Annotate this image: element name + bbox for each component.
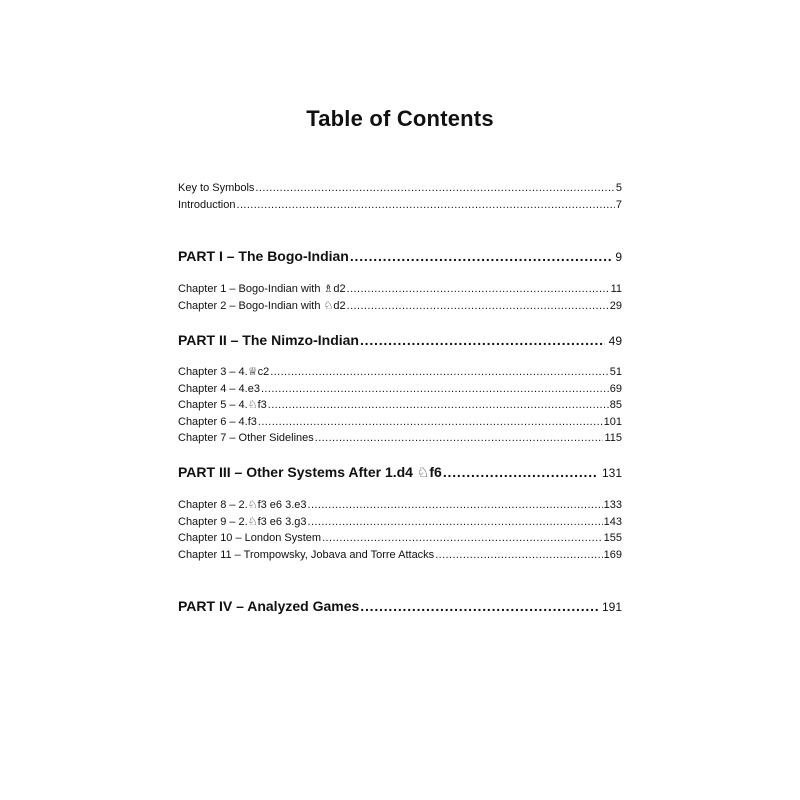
- toc-entry-chapter-4[interactable]: [178, 381, 622, 398]
- part-1-chapter-list: [178, 281, 622, 314]
- part-title: PART IV – Analyzed Games: [178, 598, 360, 614]
- part-title: PART III – Other Systems After 1.d4 ♘f6: [178, 464, 442, 480]
- part-heading-part-3[interactable]: [178, 462, 622, 483]
- toc-entry-page: 169: [603, 548, 622, 561]
- part-heading-part-4[interactable]: [178, 596, 622, 617]
- dot-leader: [258, 414, 603, 431]
- toc-entry-chapter-7[interactable]: [178, 430, 622, 447]
- part-2-chapter-list: [178, 364, 622, 447]
- part-title: PART II – The Nimzo-Indian: [178, 332, 359, 348]
- toc-entry-label: Chapter 8 – 2.♘f3 e6 3.e3: [178, 499, 307, 511]
- part-title: PART I – The Bogo-Indian: [178, 248, 349, 264]
- toc-entry-page: 133: [603, 499, 622, 511]
- part-page: 131: [601, 466, 622, 480]
- part-page: 191: [601, 600, 622, 614]
- part-2-heading-block: [178, 330, 622, 351]
- toc-entry-chapter-9[interactable]: [178, 514, 622, 531]
- toc-entry-label: Chapter 7 – Other Sidelines: [178, 432, 314, 444]
- toc-entry-page: 101: [603, 415, 622, 428]
- part-heading-part-2[interactable]: [178, 330, 622, 351]
- toc-entry-chapter-5[interactable]: [178, 397, 622, 414]
- dot-leader: [347, 281, 610, 298]
- dot-leader: [236, 197, 614, 214]
- toc-entry-introduction[interactable]: [178, 197, 622, 214]
- dot-leader: [270, 364, 609, 381]
- part-1-heading-block: [178, 246, 622, 267]
- toc-entry-page: 29: [609, 299, 622, 312]
- toc-entry-label: Chapter 2 – Bogo-Indian with ♘d2: [178, 299, 346, 312]
- toc-entry-label: Chapter 11 – Trompowsky, Jobava and Torre Attacks: [178, 548, 435, 561]
- toc-entry-page: 7: [615, 198, 622, 211]
- part-page: 49: [608, 334, 622, 348]
- toc-entry-page: 155: [603, 532, 622, 544]
- toc-entry-chapter-8[interactable]: [178, 497, 622, 514]
- toc-entry-page: 85: [609, 399, 622, 411]
- toc-entry-chapter-3[interactable]: [178, 364, 622, 381]
- toc-entry-chapter-6[interactable]: [178, 414, 622, 431]
- dot-leader: [360, 330, 605, 350]
- toc-entry-key-to-symbols[interactable]: [178, 180, 622, 197]
- toc-entry-label: Chapter 5 – 4.♘f3: [178, 399, 267, 411]
- part-3-chapter-list: [178, 497, 622, 563]
- toc-entry-chapter-10[interactable]: [178, 530, 622, 547]
- toc-entry-page: 51: [609, 366, 622, 378]
- dot-leader: [308, 497, 603, 514]
- dot-leader: [360, 596, 598, 616]
- dot-leader: [350, 246, 611, 266]
- toc-entry-chapter-2[interactable]: [178, 298, 622, 315]
- toc-entry-label: Chapter 3 – 4.♕c2: [178, 366, 270, 378]
- toc-entry-page: 11: [610, 283, 622, 295]
- toc-entry-label: Chapter 9 – 2.♘f3 e6 3.g3: [178, 515, 307, 528]
- toc-entry-chapter-1[interactable]: [178, 281, 622, 298]
- front-matter-list: [178, 180, 622, 213]
- toc-entry-label: Chapter 10 – London System: [178, 532, 322, 544]
- dot-leader: [347, 298, 609, 315]
- page-title: Table of Contents: [306, 106, 494, 131]
- dot-leader: [443, 462, 598, 482]
- dot-leader: [268, 397, 609, 414]
- toc-entry-label: Key to Symbols: [178, 182, 255, 194]
- toc-entry-page: 69: [609, 382, 622, 395]
- dot-leader: [435, 547, 602, 564]
- toc-entry-page: 143: [603, 515, 622, 528]
- dot-leader: [308, 514, 603, 531]
- dot-leader: [322, 530, 603, 547]
- toc-entry-page: 5: [615, 182, 622, 194]
- toc-entry-chapter-11[interactable]: [178, 547, 622, 564]
- toc-entry-label: Chapter 1 – Bogo-Indian with ♗d2: [178, 283, 346, 295]
- toc-entry-label: Chapter 4 – 4.e3: [178, 382, 260, 395]
- dot-leader: [261, 381, 609, 398]
- dot-leader: [315, 430, 604, 447]
- toc-entry-page: 115: [604, 432, 622, 444]
- part-page: 9: [615, 250, 622, 264]
- part-4-heading-block: [178, 596, 622, 617]
- part-3-heading-block: [178, 462, 622, 483]
- toc-entry-label: Introduction: [178, 198, 236, 211]
- dot-leader: [255, 180, 614, 197]
- part-heading-part-1[interactable]: [178, 246, 622, 267]
- toc-entry-label: Chapter 6 – 4.f3: [178, 415, 257, 428]
